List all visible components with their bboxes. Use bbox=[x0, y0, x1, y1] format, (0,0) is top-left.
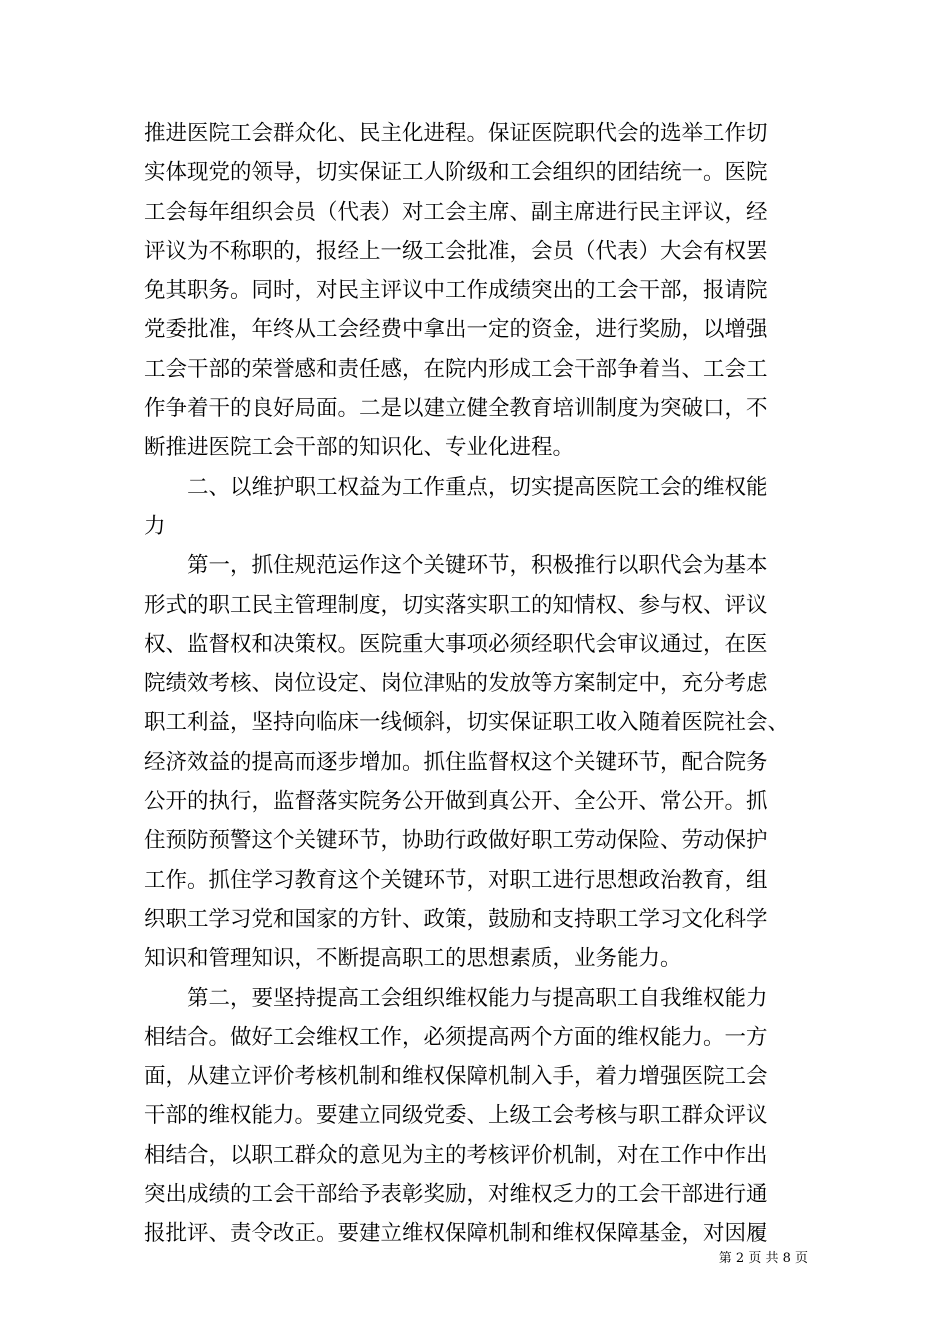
page-number-footer: 第 2 页 共 8 页 bbox=[718, 1251, 808, 1266]
text-line: 知识和管理知识，不断提高职工的思想素质，业务能力。 bbox=[144, 946, 682, 972]
text-line: 工会每年组织会员（代表）对工会主席、副主席进行民主评议，经 bbox=[144, 199, 768, 225]
text-line: 工会干部的荣誉感和责任感，在院内形成工会干部争着当、工会工 bbox=[144, 356, 768, 382]
text-line: 党委批准，年终从工会经费中拿出一定的资金，进行奖励，以增强 bbox=[144, 317, 768, 343]
text-line: 经济效益的提高而逐步增加。抓住监督权这个关键环节，配合院务 bbox=[144, 749, 768, 775]
text-line: 权、监督权和决策权。医院重大事项必须经职代会审议通过，在医 bbox=[144, 631, 768, 657]
section-heading-line: 二、以维护职工权益为工作重点，切实提高医院工会的维权能 bbox=[144, 474, 768, 500]
text-line: 住预防预警这个关键环节，协助行政做好职工劳动保险、劳动保护 bbox=[144, 828, 768, 854]
text-line: 评议为不称职的，报经上一级工会批准，会员（代表）大会有权罢 bbox=[144, 238, 768, 264]
text-line: 公开的执行，监督落实院务公开做到真公开、全公开、常公开。抓 bbox=[144, 789, 768, 815]
text-line: 第二，要坚持提高工会组织维权能力与提高职工自我维权能力 bbox=[144, 985, 768, 1011]
text-line: 突出成绩的工会干部给予表彰奖励，对维权乏力的工会干部进行通 bbox=[144, 1182, 768, 1208]
text-line: 免其职务。同时，对民主评议中工作成绩突出的工会干部，报请院 bbox=[144, 278, 768, 304]
text-line: 作争着干的良好局面。二是以建立健全教育培训制度为突破口，不 bbox=[144, 396, 768, 422]
text-line: 相结合，以职工群众的意见为主的考核评价机制，对在工作中作出 bbox=[144, 1142, 768, 1168]
text-line: 形式的职工民主管理制度，切实落实职工的知情权、参与权、评议 bbox=[144, 592, 768, 618]
text-line: 职工利益，坚持向临床一线倾斜，切实保证职工收入随着医院社会、 bbox=[144, 710, 790, 736]
text-line: 干部的维权能力。要建立同级党委、上级工会考核与职工群众评议 bbox=[144, 1103, 768, 1129]
text-line: 相结合。做好工会维权工作，必须提高两个方面的维权能力。一方 bbox=[144, 1024, 768, 1050]
text-line: 工作。抓住学习教育这个关键环节，对职工进行思想政治教育，组 bbox=[144, 867, 768, 893]
section-heading-line: 力 bbox=[144, 513, 166, 539]
body-text bbox=[144, 114, 814, 1254]
text-line: 织职工学习党和国家的方针、政策，鼓励和支持职工学习文化科学 bbox=[144, 906, 768, 932]
text-line: 推进医院工会群众化、民主化进程。保证医院职代会的选举工作切 bbox=[144, 121, 768, 146]
text-line: 断推进医院工会干部的知识化、专业化进程。 bbox=[144, 435, 575, 461]
text-line: 报批评、责令改正。要建立维权保障机制和维权保障基金，对因履 bbox=[144, 1221, 768, 1247]
text-line: 面，从建立评价考核机制和维权保障机制入手，着力增强医院工会 bbox=[144, 1064, 768, 1090]
text-line: 实体现党的领导，切实保证工人阶级和工会组织的团结统一。医院 bbox=[144, 160, 768, 186]
text-line: 院绩效考核、岗位设定、岗位津贴的发放等方案制定中，充分考虑 bbox=[144, 671, 768, 697]
text-line: 第一，抓住规范运作这个关键环节，积极推行以职代会为基本 bbox=[144, 553, 768, 579]
